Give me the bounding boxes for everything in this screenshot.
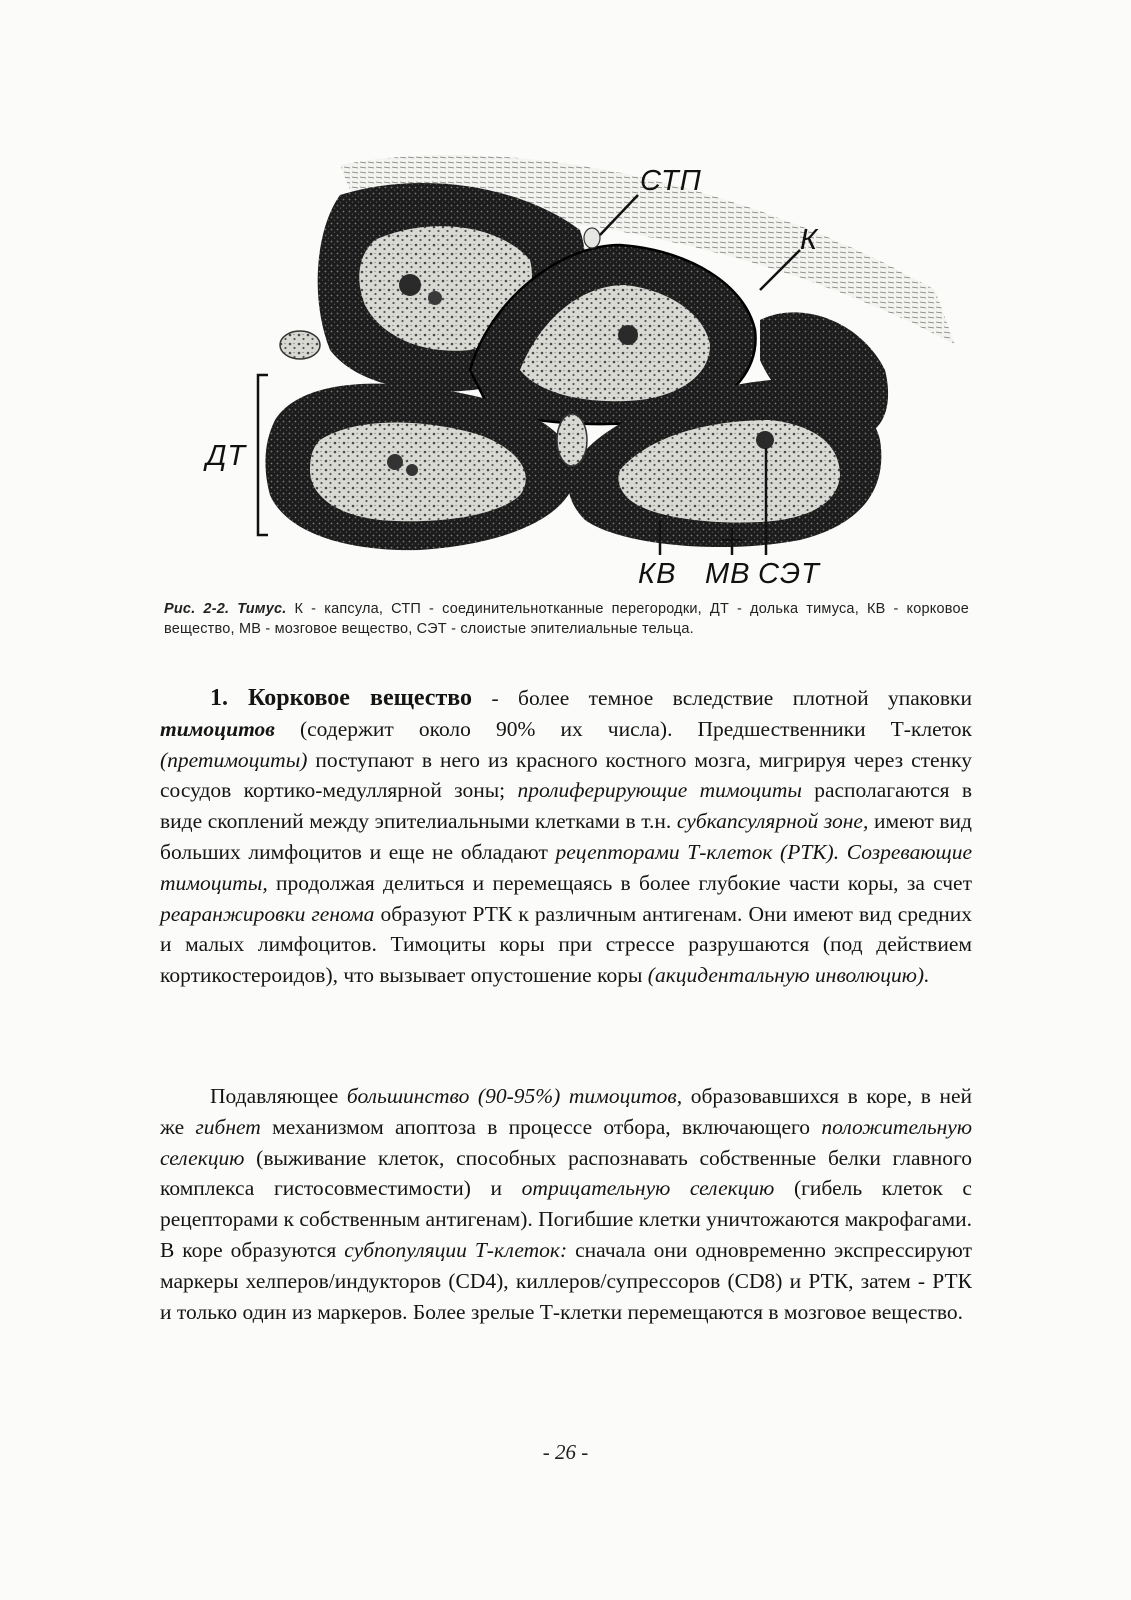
text-run: - более темное вследствие плотной упаковки <box>472 686 972 710</box>
term: субкапсулярной зоне, <box>676 809 869 834</box>
term: субпопуляции Т-клеток: <box>344 1237 568 1262</box>
text-run: (выживание клеток, способных распознавать собственные белки главного комплекса гистосовместимости) и <box>160 1145 972 1201</box>
page-number: - 26 - <box>542 1440 589 1464</box>
text-run: продолжая делиться и перемещаясь в более глубокие части коры, за счет <box>267 870 972 895</box>
term: реаранжировки генома <box>160 901 375 926</box>
text-run: имеют вид больших лимфоцитов и еще не обладают <box>160 809 972 864</box>
thymus-figure <box>0 0 1131 600</box>
label-stp: СТП <box>640 165 702 197</box>
label-set: СЭТ <box>758 558 820 590</box>
caption-lead: Рис. 2-2. Тимус. <box>164 601 287 617</box>
text-run: (гибель клеток с рецепторами к собственным антигенам). Погибшие клетки уничтожаются макрофагами. В коре образуются <box>160 1176 972 1262</box>
figure-caption <box>164 600 969 639</box>
term: отрицательную селекцию <box>521 1176 775 1201</box>
vessel <box>584 228 600 248</box>
text-run: сначала они одновременно экспрессируют маркеры хелперов/индукторов (CD4), киллеров/супрессоров (CD8) и РТК, затем - РТК и только один из маркеров. Более зрелые Т-клетки перемещаются в мозговое вещество. <box>160 1237 972 1324</box>
term: положительную селекцию <box>160 1114 972 1170</box>
text-run: образовавшихся в коре, в ней же <box>160 1084 972 1139</box>
label-dt: ДТ <box>206 440 247 472</box>
label-kv: КВ <box>638 558 677 590</box>
paragraph-cortex <box>160 683 972 991</box>
term: тимоцитов <box>160 716 275 741</box>
term: рецепторами Т-клеток (РТК). Созревающие тимоциты, <box>160 839 972 895</box>
text-run: образуют РТК к различным антигенам. Они имеют вид средних и малых лимфоцитов. Тимоциты коры при стрессе разрушаются (под действием кортикостероидов), что вызывает опустошение коры <box>160 901 972 988</box>
term: гибнет <box>195 1114 261 1139</box>
text-run: (содержит около 90% их числа). Предшественники Т-клеток <box>274 716 972 741</box>
term: большинство (90-95%) тимоцитов, <box>346 1084 683 1108</box>
term: (претимоциты) <box>160 747 308 772</box>
text-run: располагаются в виде скоплений между эпителиальными клетками в т.н. <box>160 778 972 834</box>
section-heading: 1. Корковое вещество <box>210 685 473 711</box>
vessel <box>557 414 587 466</box>
paragraph-selection <box>160 1081 972 1327</box>
vessel <box>280 331 320 359</box>
term: (акцидентальную инволюцию). <box>647 963 930 988</box>
thymus-illustration <box>0 0 1131 600</box>
caption-text: К - капсула, СТП - соединительнотканные перегородки, ДТ - долька тимуса, КВ - корковое вещество, МВ - мозговое вещество, СЭТ - слоистые эпителиальные тельца. <box>164 601 969 637</box>
label-k: К <box>800 224 819 256</box>
label-mv: МВ <box>705 558 751 590</box>
text-run: механизмом апоптоза в процессе отбора, включающего <box>260 1114 822 1139</box>
term: пролиферирующие тимоциты <box>517 778 802 803</box>
text-run: Подавляющее <box>210 1084 347 1108</box>
text-run: поступают в него из красного костного мозга, мигрируя через стенку сосудов кортико-медуллярной зоны; <box>160 747 972 803</box>
